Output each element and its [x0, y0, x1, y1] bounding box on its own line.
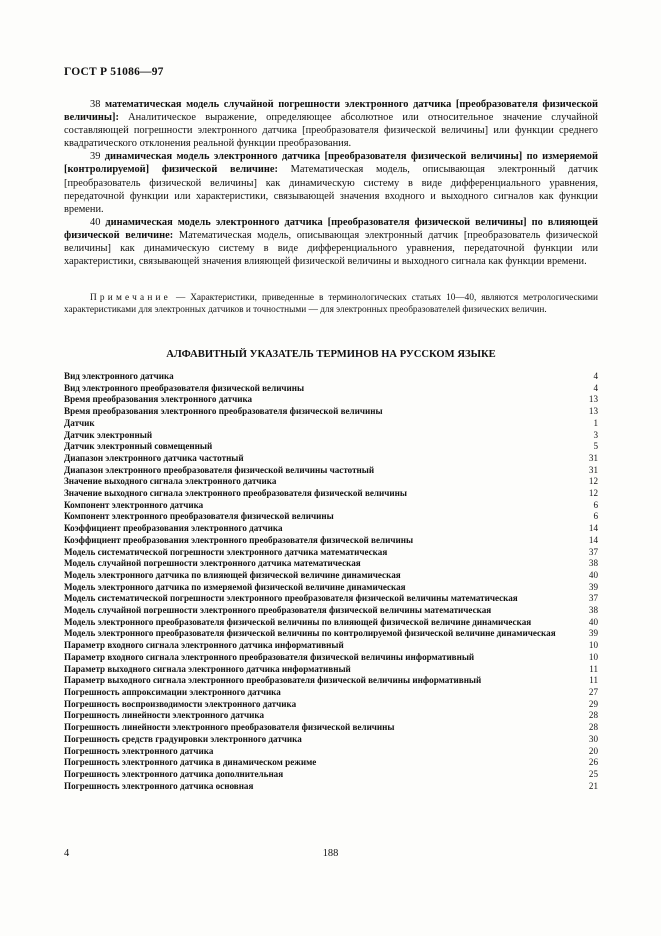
note-text: — Характеристики, приведенные в терминологических статьях 10—40, являются метрологическими характеристиками для электронных датчиков и точностными — для электронных преобразователей физических величин.: [64, 293, 598, 316]
index-article-number: 39: [588, 581, 598, 592]
index-article-number: 4: [593, 371, 598, 381]
definition-paragraph: [64, 216, 598, 268]
index-term: Параметр входного сигнала электронного преобразователя физической величины информативный: [64, 651, 475, 662]
index-entry: [64, 418, 598, 430]
index-entry: [64, 757, 598, 769]
term-definition: Математическая модель, описывающая электронный датчик [преобразователь физической величины] как динамическую систему в виде дифференциального уравнения, передаточной функции или характеристики, связывающей значения влияющей физической величины и выходного сигнала как функции времени.: [64, 229, 598, 268]
index-entry: [64, 558, 598, 570]
index-entry: [64, 628, 598, 640]
index-entry: [64, 675, 598, 687]
index-entry: [64, 734, 598, 746]
index-term: Модель электронного преобразователя физической величины по влияющей физической величине динамическая: [64, 616, 532, 627]
index-term: Время преобразования электронного датчика: [64, 394, 253, 405]
index-article-number: 11: [589, 675, 598, 686]
index-entry: [64, 476, 598, 488]
index-entry: [64, 722, 598, 734]
index-entry: [64, 699, 598, 711]
index-term: Диапазон электронного датчика частотный: [64, 452, 244, 463]
index-article-number: 39: [588, 628, 598, 639]
index-entry: [64, 746, 598, 758]
index-term: Погрешность средств градуировки электронного датчика: [64, 733, 302, 744]
definition-paragraph: [64, 150, 598, 215]
index-term: Время преобразования электронного преобразователя физической величины: [64, 406, 383, 417]
index-article-number: 14: [588, 534, 598, 545]
index-article-number: 21: [588, 780, 598, 791]
index-entry: [64, 511, 598, 523]
definition-paragraph: [64, 98, 598, 150]
note-block: [64, 292, 598, 316]
index-term: Вид электронного датчика: [64, 371, 174, 381]
term-definition: Математическая модель, описывающая электронный датчик [преобразователь физической величины] как динамическую систему в виде дифференциального уравнения, передаточной функции или характеристики, связывающей значения входного и выходного сигналов как функции времени.: [64, 164, 598, 215]
index-term: Погрешность электронного датчика дополнительная: [64, 768, 284, 779]
term-name: математическая модель случайной погрешности электронного датчика [преобразователя физической величины]:: [64, 99, 598, 124]
index-term: Модель систематической погрешности электронного преобразователя физической величины математическая: [64, 593, 518, 604]
index-term: Диапазон электронного преобразователя физической величины частотный: [64, 464, 375, 475]
term-definitions: [64, 98, 598, 268]
term-name: динамическая модель электронного датчика [преобразователя физической величины] по влияющей физической величине:: [64, 216, 598, 241]
index-article-number: 11: [589, 663, 598, 674]
index-entry: [64, 535, 598, 547]
term-number: 40: [90, 216, 101, 228]
index-term: Датчик электронный совмещенный: [64, 441, 213, 452]
index-term: Вид электронного преобразователя физической величины: [64, 382, 305, 393]
index-entry: [64, 605, 598, 617]
index-entry: [64, 371, 598, 383]
index-term: Погрешность электронного датчика основная: [64, 780, 254, 791]
index-article-number: 26: [588, 757, 598, 768]
index-term: Погрешность воспроизводимости электронного датчика: [64, 698, 297, 709]
index-term: Модель случайной погрешности электронного преобразователя физической величины математическая: [64, 605, 492, 616]
index-entry: [64, 652, 598, 664]
term-number: 38: [90, 99, 101, 110]
index-article-number: 37: [588, 546, 598, 557]
index-entry: [64, 593, 598, 605]
index-entry: [64, 441, 598, 453]
index-article-number: 30: [588, 733, 598, 744]
index-term: Компонент электронного датчика: [64, 499, 204, 510]
index-article-number: 31: [588, 452, 598, 463]
footer-page-number-left: 4: [64, 848, 70, 859]
index-term: Погрешность линейности электронного преобразователя физической величины: [64, 722, 395, 733]
index-article-number: 27: [588, 686, 598, 697]
index-term: Погрешность электронного датчика: [64, 745, 214, 756]
index-term: Параметр входного сигнала электронного датчика информативный: [64, 640, 344, 651]
index-article-number: 38: [588, 558, 598, 569]
index-entry: [64, 781, 598, 793]
index-entry: [64, 465, 598, 477]
index-term: Модель систематической погрешности электронного датчика математическая: [64, 546, 388, 557]
index-term: Модель случайной погрешности электронного датчика математическая: [64, 558, 361, 569]
index-article-number: 38: [588, 605, 598, 616]
index-term: Параметр выходного сигнала электронного датчика информативный: [64, 663, 351, 674]
index-entry: [64, 687, 598, 699]
index-entry: [64, 430, 598, 442]
index-article-number: 4: [593, 382, 598, 393]
index-term: Значение выходного сигнала электронного преобразователя физической величины: [64, 488, 407, 499]
index-heading: АЛФАВИТНЫЙ УКАЗАТЕЛЬ ТЕРМИНОВ НА РУССКОМ ЯЗЫКЕ: [166, 349, 496, 360]
index-article-number: 6: [593, 511, 598, 522]
index-entry: [64, 640, 598, 652]
index-entry: [64, 547, 598, 559]
index-article-number: 12: [588, 488, 598, 499]
index-term: Параметр выходного сигнала электронного преобразователя физической величины информативный: [64, 675, 482, 686]
index-term: Погрешность аппроксимации электронного датчика: [64, 686, 281, 697]
index-article-number: 40: [588, 616, 598, 627]
term-name: динамическая модель электронного датчика [преобразователя физической величины] по измеряемой [контролируемой] физической величине:: [64, 151, 598, 176]
index-entry: [64, 710, 598, 722]
index-article-number: 10: [588, 651, 598, 662]
index-article-number: 6: [593, 499, 598, 510]
index-term: Погрешность линейности электронного датчика: [64, 710, 265, 721]
index-entry: [64, 617, 598, 629]
index-term: Датчик: [64, 417, 95, 428]
index-article-number: 13: [588, 406, 598, 417]
index-entry: [64, 394, 598, 406]
index-term: Коэффициент преобразования электронного преобразователя физической величины: [64, 534, 414, 545]
index-article-number: 29: [588, 698, 598, 709]
index-article-number: 40: [588, 569, 598, 580]
index-entry: [64, 406, 598, 418]
index-list: [64, 371, 598, 792]
index-article-number: 12: [588, 476, 598, 487]
index-entry: [64, 769, 598, 781]
index-entry: [64, 570, 598, 582]
index-entry: [64, 488, 598, 500]
index-term: Датчик электронный: [64, 429, 153, 440]
index-article-number: 28: [588, 722, 598, 733]
index-term: Коэффициент преобразования электронного датчика: [64, 523, 283, 534]
term-number: 39: [90, 151, 101, 163]
index-article-number: 31: [588, 464, 598, 475]
footer-page-number-center: 188: [322, 848, 339, 859]
index-term: Значение выходного сигнала электронного датчика: [64, 476, 277, 487]
index-entry: [64, 664, 598, 676]
index-article-number: 25: [588, 768, 598, 779]
index-entry: [64, 582, 598, 594]
index-term: Погрешность электронного датчика в динамическом режиме: [64, 757, 317, 768]
index-term: Модель электронного датчика по измеряемой физической величине динамическая: [64, 581, 406, 592]
index-article-number: 20: [588, 745, 598, 756]
index-term: Компонент электронного преобразователя физической величины: [64, 511, 334, 522]
index-article-number: 10: [588, 640, 598, 651]
index-entry: [64, 453, 598, 465]
index-article-number: 14: [588, 523, 598, 534]
index-entry: [64, 500, 598, 512]
index-article-number: 5: [593, 441, 598, 452]
index-article-number: 28: [588, 710, 598, 721]
index-entry: [64, 523, 598, 535]
term-definition: Аналитическое выражение, определяющее абсолютное или относительное значение случайной составляющей погрешности электронного датчика [преобразователя физической величины] или функции среднего квадратического отклонения реальной функции преобразования.: [64, 112, 598, 150]
index-article-number: 1: [593, 417, 598, 428]
index-article-number: 13: [588, 394, 598, 405]
index-term: Модель электронного преобразователя физической величины по контролируемой физической величине динамическая: [64, 628, 556, 639]
index-article-number: 37: [588, 593, 598, 604]
index-article-number: 3: [593, 429, 598, 440]
index-term: Модель электронного датчика по влияющей физической величине динамическая: [64, 569, 401, 580]
note-label: Примечание: [90, 293, 171, 303]
document-header: ГОСТ Р 51086—97: [64, 66, 164, 78]
index-entry: [64, 383, 598, 395]
